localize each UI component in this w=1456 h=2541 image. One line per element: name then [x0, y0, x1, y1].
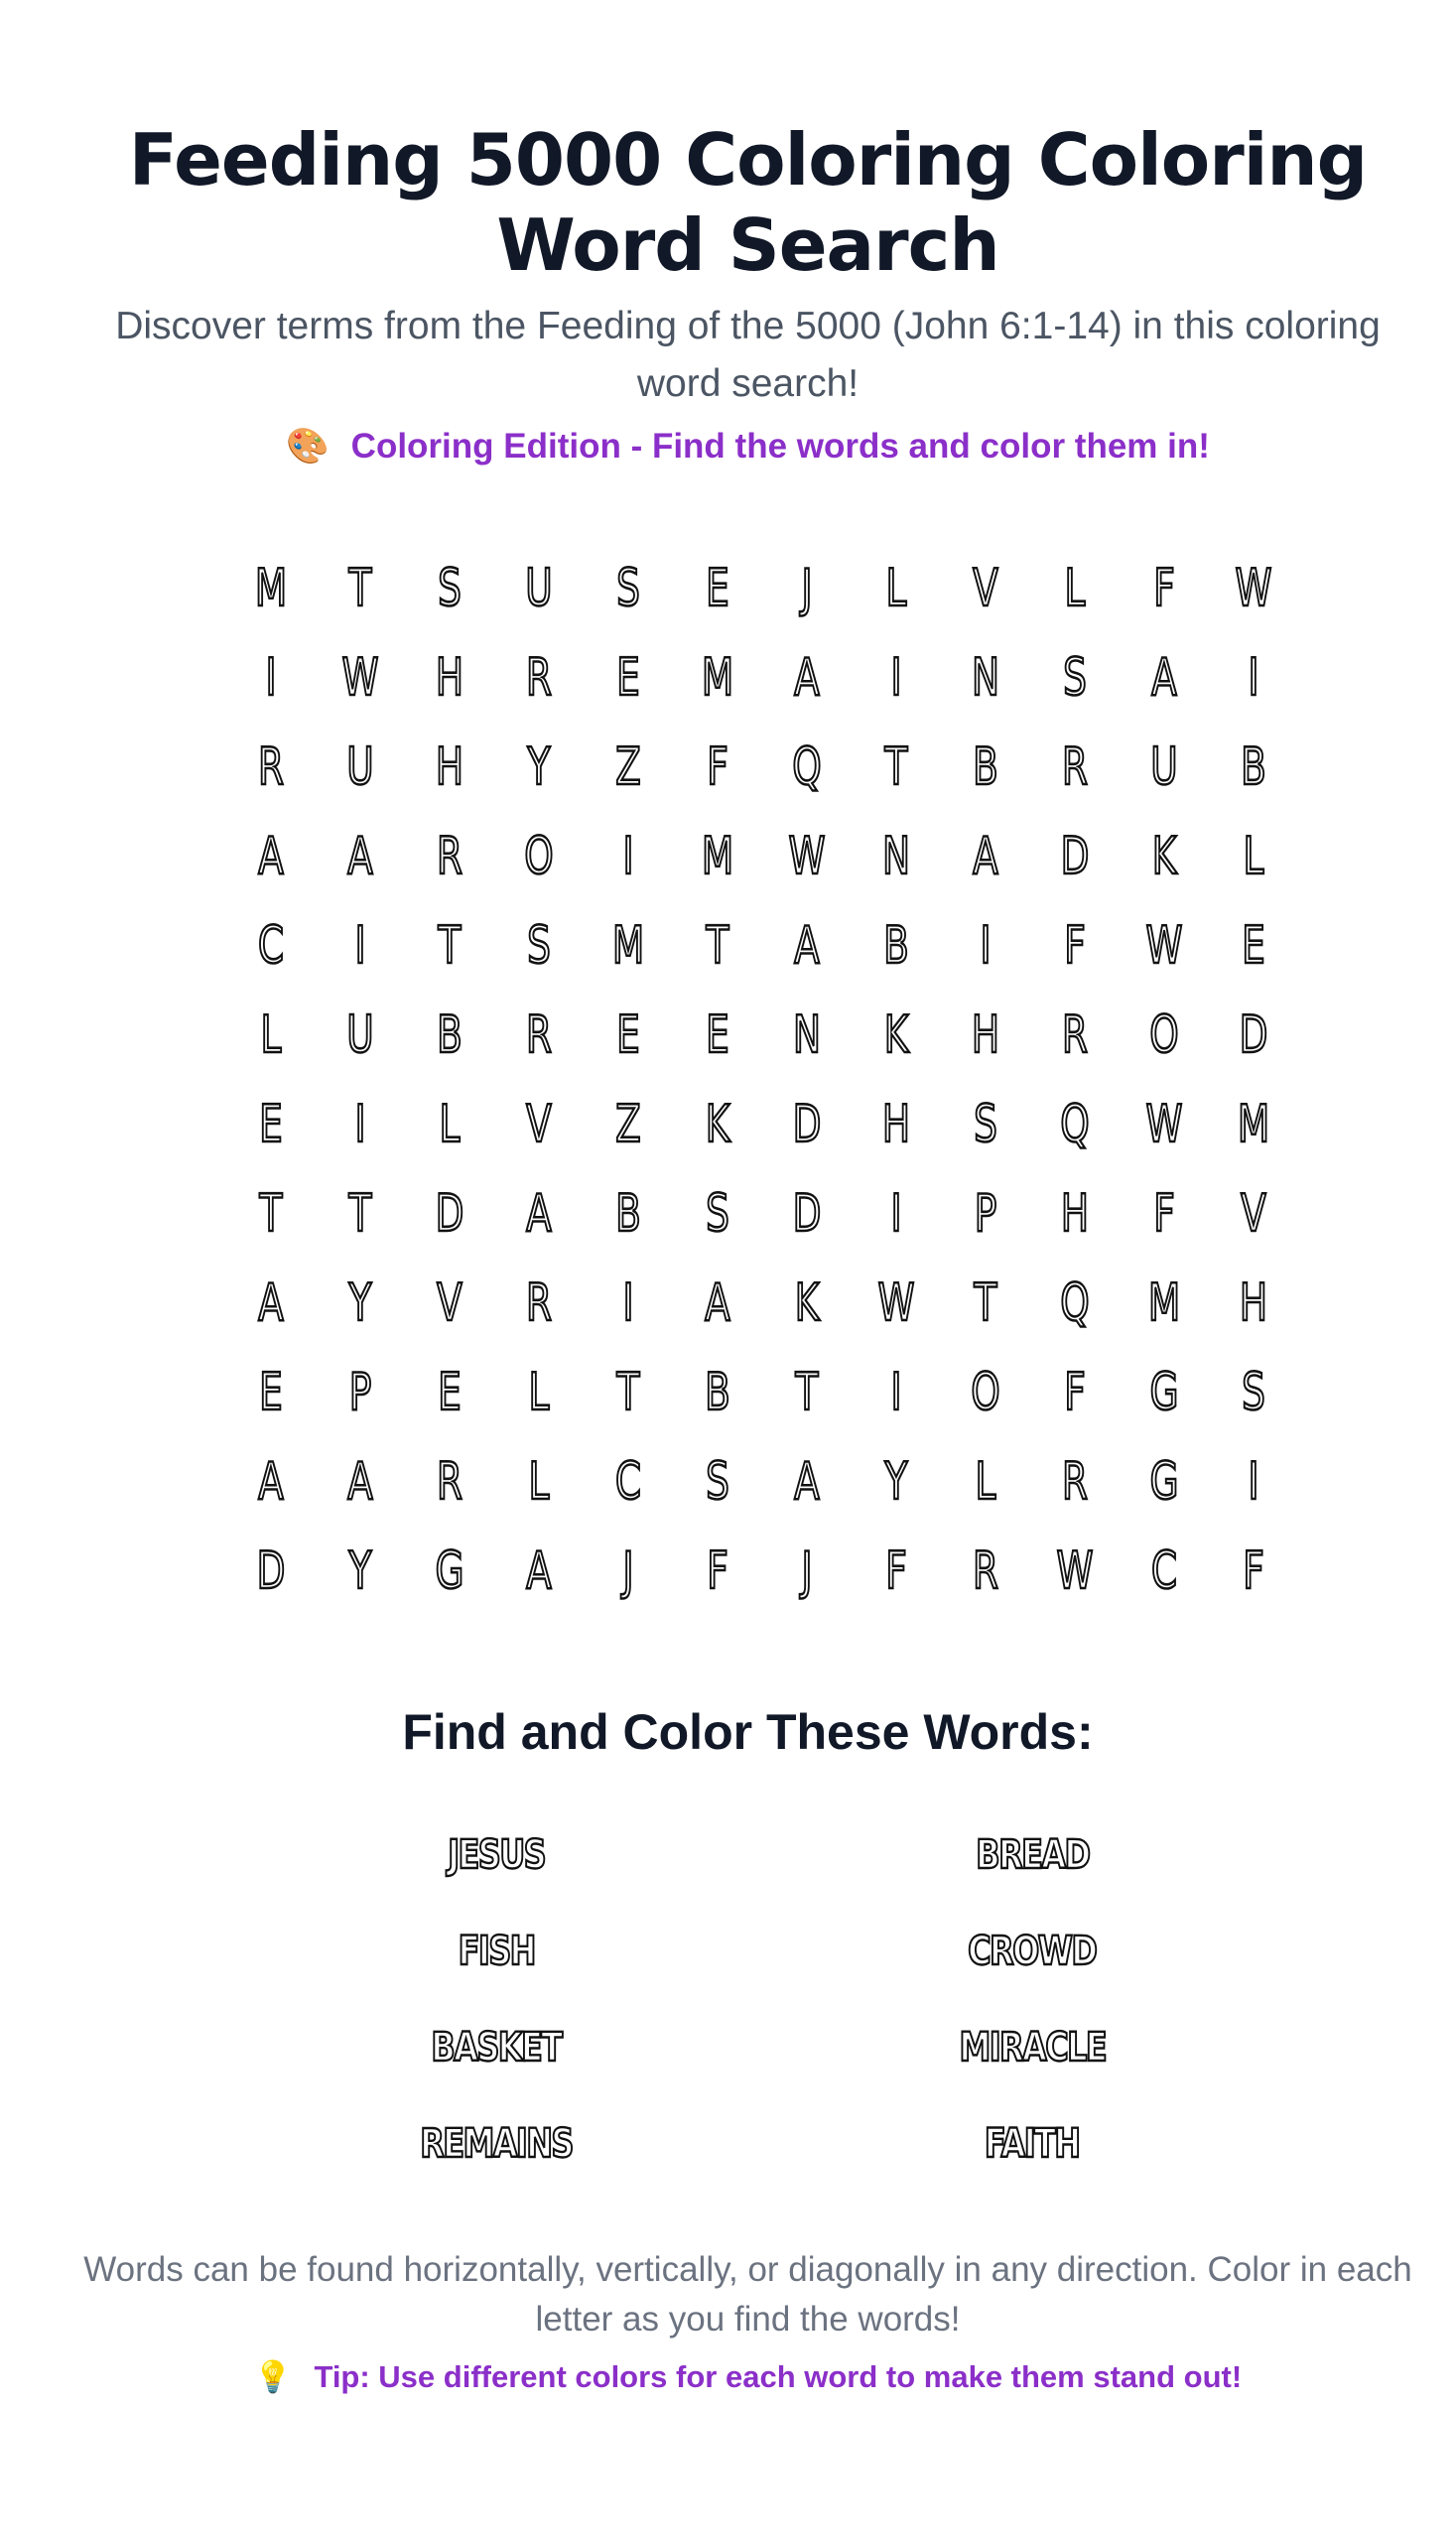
word-list-item: [764, 1999, 1300, 2095]
word-list-item: [764, 2095, 1300, 2192]
grid-cell[interactable]: R: [436, 827, 463, 886]
grid-cell[interactable]: H: [1060, 1184, 1090, 1244]
grid-cell[interactable]: M: [254, 559, 288, 618]
grid-cell[interactable]: I: [622, 827, 634, 886]
grid-cell[interactable]: F: [1153, 1184, 1175, 1244]
grid-cell[interactable]: W: [788, 827, 826, 886]
grid-cell[interactable]: A: [258, 827, 284, 886]
grid-cell[interactable]: N: [792, 1005, 822, 1065]
grid-cell[interactable]: R: [436, 1452, 463, 1512]
grid-cell[interactable]: A: [526, 1541, 552, 1601]
grid-cell[interactable]: A: [973, 827, 998, 886]
grid-cell[interactable]: B: [1241, 737, 1266, 797]
word-label: JESUS: [448, 1831, 545, 1878]
grid-cell[interactable]: D: [1239, 1005, 1268, 1065]
grid-cell[interactable]: Y: [348, 1273, 372, 1333]
grid-cell[interactable]: D: [256, 1541, 286, 1601]
grid-cell[interactable]: V: [1241, 1184, 1266, 1244]
grid-cell[interactable]: M: [701, 648, 734, 708]
grid-cell[interactable]: E: [259, 1363, 283, 1422]
grid-cell[interactable]: E: [259, 1095, 283, 1154]
grid-cell[interactable]: C: [614, 1452, 642, 1512]
grid-cell[interactable]: J: [801, 1541, 813, 1601]
word-list-item: [228, 2095, 764, 2192]
grid-cell[interactable]: T: [616, 1363, 640, 1422]
grid-cell[interactable]: I: [1248, 1452, 1259, 1512]
grid-cell[interactable]: R: [525, 1273, 553, 1333]
grid-cell[interactable]: S: [527, 916, 551, 976]
grid-cell[interactable]: B: [437, 1005, 463, 1065]
grid-cell[interactable]: S: [706, 1452, 729, 1512]
grid-cell[interactable]: J: [622, 1541, 634, 1601]
grid-cell[interactable]: F: [1243, 1541, 1264, 1601]
grid-cell[interactable]: Y: [527, 737, 551, 797]
grid-cell[interactable]: V: [437, 1273, 463, 1333]
palette-icon: 🎨: [286, 427, 330, 466]
grid-cell[interactable]: H: [971, 1005, 1000, 1065]
grid-cell[interactable]: M: [701, 827, 734, 886]
grid-cell[interactable]: W: [1145, 1095, 1183, 1154]
grid-cell[interactable]: A: [705, 1273, 730, 1333]
grid-cell[interactable]: L: [528, 1452, 550, 1512]
grid-cell[interactable]: F: [1064, 1363, 1086, 1422]
word-label: CROWD: [968, 1928, 1097, 1974]
grid-cell[interactable]: L: [1064, 559, 1086, 618]
grid-cell[interactable]: A: [258, 1452, 284, 1512]
grid-cell[interactable]: G: [435, 1541, 464, 1601]
grid-cell[interactable]: I: [890, 1184, 902, 1244]
grid-cell[interactable]: W: [1235, 559, 1272, 618]
grid-cell[interactable]: L: [975, 1452, 996, 1512]
grid-cell[interactable]: A: [1151, 648, 1177, 708]
grid-cell[interactable]: T: [795, 1363, 819, 1422]
grid-cell[interactable]: A: [794, 916, 820, 976]
grid-cell[interactable]: I: [622, 1273, 634, 1333]
edition-text: Coloring Edition - Find the words and color them in!: [350, 427, 1210, 466]
grid-cell[interactable]: Q: [1060, 1095, 1090, 1154]
grid-cell[interactable]: D: [792, 1184, 822, 1244]
grid-cell[interactable]: I: [1248, 648, 1259, 708]
grid-cell[interactable]: K: [794, 1273, 820, 1333]
grid-cell[interactable]: K: [705, 1095, 730, 1154]
grid-cell[interactable]: S: [1242, 1363, 1265, 1422]
grid-cell[interactable]: S: [706, 1184, 729, 1244]
edition-banner: [0, 425, 1456, 468]
word-list-item: [228, 1999, 764, 2095]
grid-cell[interactable]: Q: [1060, 1273, 1090, 1333]
grid-cell[interactable]: L: [439, 1095, 461, 1154]
word-list-item: [764, 1806, 1300, 1903]
grid-cell[interactable]: Y: [348, 1541, 372, 1601]
word-list: [228, 1806, 1300, 2192]
grid-cell[interactable]: T: [348, 1184, 372, 1244]
grid-cell[interactable]: T: [438, 916, 462, 976]
grid-cell[interactable]: R: [525, 1005, 553, 1065]
word-list-item: [764, 1903, 1300, 1999]
grid-cell[interactable]: D: [1060, 827, 1090, 886]
grid-cell[interactable]: P: [974, 1184, 997, 1244]
grid-cell[interactable]: A: [258, 1273, 284, 1333]
word-list-heading: Find and Color These Words:: [402, 1704, 1094, 1760]
tip-text: Tip: Use different colors for each word to make them stand out!: [314, 2359, 1243, 2394]
word-label: FAITH: [985, 2120, 1080, 2167]
grid-cell[interactable]: Z: [615, 737, 641, 797]
lightbulb-icon: 💡: [253, 2359, 293, 2394]
grid-cell[interactable]: W: [1145, 916, 1183, 976]
grid-cell[interactable]: B: [973, 737, 998, 797]
word-label: BASKET: [431, 2024, 562, 2071]
grid-cell[interactable]: Q: [792, 737, 822, 797]
grid-cell[interactable]: F: [885, 1541, 907, 1601]
grid-cell[interactable]: A: [347, 1452, 373, 1512]
grid-cell[interactable]: T: [706, 916, 729, 976]
grid-cell[interactable]: F: [707, 1541, 728, 1601]
grid-cell[interactable]: Z: [615, 1095, 641, 1154]
grid-cell[interactable]: K: [1151, 827, 1177, 886]
grid-cell[interactable]: M: [1237, 1095, 1270, 1154]
tip-banner: [0, 2357, 1456, 2397]
grid-cell[interactable]: G: [1149, 1452, 1179, 1512]
word-label: BREAD: [975, 1831, 1090, 1878]
grid-cell[interactable]: I: [354, 916, 366, 976]
grid-cell[interactable]: F: [1153, 559, 1175, 618]
grid-cell[interactable]: W: [1056, 1541, 1094, 1601]
grid-cell[interactable]: C: [1150, 1541, 1178, 1601]
grid-cell[interactable]: H: [435, 737, 464, 797]
grid-cell[interactable]: L: [528, 1363, 550, 1422]
grid-cell[interactable]: T: [974, 1273, 997, 1333]
grid-cell[interactable]: R: [257, 737, 285, 797]
grid-cell[interactable]: E: [706, 1005, 729, 1065]
word-list-item: [228, 1903, 764, 1999]
grid-cell[interactable]: E: [616, 648, 640, 708]
grid-cell[interactable]: E: [616, 1005, 640, 1065]
grid-cell[interactable]: I: [265, 648, 277, 708]
letter-grid: [226, 544, 1298, 1616]
instructions-text: Words can be found horizontally, vertically, or diagonally in any direction. Color in each letter as you find the words!: [83, 2250, 1412, 2339]
grid-cell[interactable]: U: [525, 559, 553, 618]
word-label: REMAINS: [420, 2120, 573, 2167]
grid-cell[interactable]: W: [877, 1273, 915, 1333]
grid-cell[interactable]: H: [1239, 1273, 1268, 1333]
grid-cell[interactable]: O: [1149, 1005, 1179, 1065]
grid-cell[interactable]: U: [346, 1005, 374, 1065]
grid-cell[interactable]: A: [347, 827, 373, 886]
word-label: MIRACLE: [959, 2024, 1106, 2071]
grid-cell[interactable]: M: [611, 916, 645, 976]
grid-cell[interactable]: B: [883, 916, 909, 976]
grid-cell[interactable]: R: [1061, 737, 1089, 797]
grid-cell[interactable]: S: [438, 559, 462, 618]
grid-cell[interactable]: E: [706, 559, 729, 618]
grid-cell[interactable]: H: [881, 1095, 911, 1154]
grid-cell[interactable]: H: [435, 648, 464, 708]
grid-cell[interactable]: O: [971, 1363, 1000, 1422]
grid-cell[interactable]: B: [615, 1184, 641, 1244]
page-subtitle: Discover terms from the Feeding of the 5000 (John 6:1-14) in this coloring word search!: [115, 305, 1381, 405]
grid-cell[interactable]: E: [1242, 916, 1265, 976]
grid-cell[interactable]: E: [438, 1363, 462, 1422]
grid-cell[interactable]: V: [973, 559, 998, 618]
grid-cell[interactable]: S: [616, 559, 640, 618]
grid-cell[interactable]: I: [980, 916, 992, 976]
grid-cell[interactable]: N: [971, 648, 1000, 708]
grid-cell[interactable]: C: [257, 916, 285, 976]
grid-cell[interactable]: R: [972, 1541, 999, 1601]
grid-cell[interactable]: F: [1064, 916, 1086, 976]
grid-cell[interactable]: R: [1061, 1005, 1089, 1065]
grid-cell[interactable]: T: [259, 1184, 283, 1244]
grid-cell[interactable]: J: [801, 559, 813, 618]
grid-cell[interactable]: L: [885, 559, 907, 618]
grid-cell[interactable]: T: [884, 737, 908, 797]
grid-cell[interactable]: B: [705, 1363, 730, 1422]
page-title: Feeding 5000 Coloring Coloring Word Search: [128, 118, 1368, 287]
grid-cell[interactable]: U: [1150, 737, 1178, 797]
grid-cell[interactable]: T: [348, 559, 372, 618]
grid-cell[interactable]: A: [794, 1452, 820, 1512]
grid-cell[interactable]: O: [524, 827, 554, 886]
grid-cell[interactable]: M: [1147, 1273, 1181, 1333]
grid-cell[interactable]: A: [794, 648, 820, 708]
grid-cell[interactable]: N: [881, 827, 911, 886]
grid-cell[interactable]: S: [974, 1095, 997, 1154]
grid-cell[interactable]: G: [1149, 1363, 1179, 1422]
grid-cell[interactable]: P: [348, 1363, 372, 1422]
grid-cell[interactable]: L: [260, 1005, 282, 1065]
grid-cell[interactable]: R: [525, 648, 553, 708]
grid-cell[interactable]: S: [1063, 648, 1087, 708]
grid-cell[interactable]: R: [1061, 1452, 1089, 1512]
grid-cell[interactable]: D: [792, 1095, 822, 1154]
grid-cell[interactable]: K: [883, 1005, 909, 1065]
grid-cell[interactable]: Y: [884, 1452, 908, 1512]
grid-cell[interactable]: A: [526, 1184, 552, 1244]
grid-cell[interactable]: V: [526, 1095, 552, 1154]
grid-cell[interactable]: I: [354, 1095, 366, 1154]
grid-cell[interactable]: L: [1243, 827, 1264, 886]
word-list-item: [228, 1806, 764, 1903]
grid-cell[interactable]: F: [707, 737, 728, 797]
grid-cell[interactable]: I: [890, 648, 902, 708]
grid-cell[interactable]: U: [346, 737, 374, 797]
grid-cell[interactable]: W: [341, 648, 379, 708]
word-label: FISH: [458, 1928, 535, 1974]
grid-cell[interactable]: D: [435, 1184, 464, 1244]
grid-cell[interactable]: I: [890, 1363, 902, 1422]
